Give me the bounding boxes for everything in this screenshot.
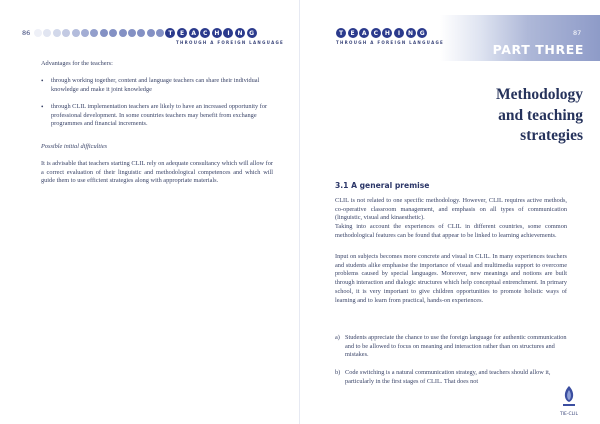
right-header-dotstrip	[336, 28, 429, 38]
header-dot	[156, 29, 164, 37]
header-letter-dot: T	[165, 28, 175, 38]
header-letter-dot: G	[417, 28, 427, 38]
difficulties-paragraph: It is advisable that teachers starting CLIL rely on adequate consultancy which will allow for a correct evaluation of their linguistic and methodological competences and which will guide them to use efficient strategies along with appropriate materials.	[41, 160, 273, 185]
header-letter-dot: E	[177, 28, 187, 38]
header-letter-dot: N	[406, 28, 416, 38]
header-letter-dot: E	[348, 28, 358, 38]
header-dot	[109, 29, 117, 37]
bullet-item	[41, 103, 269, 129]
header-letter-dot: I	[394, 28, 404, 38]
header-letter-dot: T	[336, 28, 346, 38]
chapter-title-line: strategies	[520, 127, 583, 144]
chapter-title	[423, 85, 583, 147]
paragraph: Taking into account the experiences of CLIL in different countries, some common methodological features can be found that appear to be linked to learning achievements.	[335, 223, 567, 239]
header-dot	[100, 29, 108, 37]
header-dot	[53, 29, 61, 37]
header-dot	[119, 29, 127, 37]
header-letter-dot: A	[359, 28, 369, 38]
header-dot	[81, 29, 89, 37]
header-dot	[90, 29, 98, 37]
header-dot	[34, 29, 42, 37]
paragraph: Input on subjects becomes more concrete and visual in CLIL. In many experiences teachers and students alike emphasise the importance of visual and multimedia support to overcome problems caused by special languages. Moreover, new meanings and notions are built through interaction and dialogic structures which help conceptual entrenchment. In primary school, it is very important to give children opportunities to promote holistic ways of learning and to learn from practical, hands-on experiences.	[335, 253, 567, 304]
header-dot	[147, 29, 155, 37]
page-gutter	[299, 0, 300, 424]
header-letter-dot: N	[235, 28, 245, 38]
header-letter-dot: G	[247, 28, 257, 38]
header-dot	[62, 29, 70, 37]
difficulties-heading: Possible initial difficulties	[41, 143, 108, 150]
list-item	[335, 334, 567, 360]
paragraph: CLIL is not related to one specific methodology. However, CLIL requires active methods, co-operative classroom management, and emphasis on all types of communication (linguistic, visual and kinaesthetic).	[335, 197, 567, 222]
left-page-number: 86	[22, 29, 31, 37]
header-letter-dot: H	[212, 28, 222, 38]
header-letter-dot: C	[200, 28, 210, 38]
header-dot	[128, 29, 136, 37]
left-header-tagline: THROUGH A FOREIGN LANGUAGE	[176, 40, 285, 45]
bullet-icon: •	[41, 103, 44, 111]
list-item-text: Code switching is a natural communication strategy, and teachers should allow it, particularly in the first stages of CLIL. That does not	[345, 369, 551, 385]
header-dot	[72, 29, 80, 37]
bullet-icon: •	[41, 77, 44, 85]
header-letter-dot: A	[189, 28, 199, 38]
bullet-text: through working together, content and language teachers can share their individual knowledge and make it joint knowledge	[51, 77, 260, 93]
header-dot	[43, 29, 51, 37]
chapter-title-line: Methodology	[496, 86, 583, 103]
advantages-heading: Advantages for the teachers:	[41, 60, 113, 67]
svg-text:TIE-CLIL: TIE-CLIL	[559, 412, 579, 417]
header-letter-dot: I	[223, 28, 233, 38]
chapter-title-line: and teaching	[498, 106, 583, 124]
list-item	[335, 369, 567, 386]
header-letter-dot: C	[371, 28, 381, 38]
bullet-text: through CLIL implementation teachers are likely to have an increased opportunity for professional development. In some countries teachers may benefit from exchange programmes and financial increments.	[51, 103, 268, 128]
part-label: PART THREE	[492, 42, 584, 57]
list-marker: a)	[335, 334, 340, 341]
right-header-tagline: THROUGH A FOREIGN LANGUAGE	[336, 40, 445, 45]
tie-clil-logo	[557, 384, 581, 418]
right-page-number: 87	[573, 29, 582, 37]
list-marker: b)	[335, 369, 341, 376]
section-heading: 3.1 A general premise	[335, 181, 430, 190]
bullet-item	[41, 77, 269, 94]
header-dot	[137, 29, 145, 37]
header-letter-dot: H	[382, 28, 392, 38]
list-item-text: Students appreciate the chance to use the foreign language for authentic communication and to be allowed to focus on meaning and interaction rather than on structures and mistakes.	[345, 334, 567, 359]
left-header-dotstrip	[34, 28, 258, 38]
